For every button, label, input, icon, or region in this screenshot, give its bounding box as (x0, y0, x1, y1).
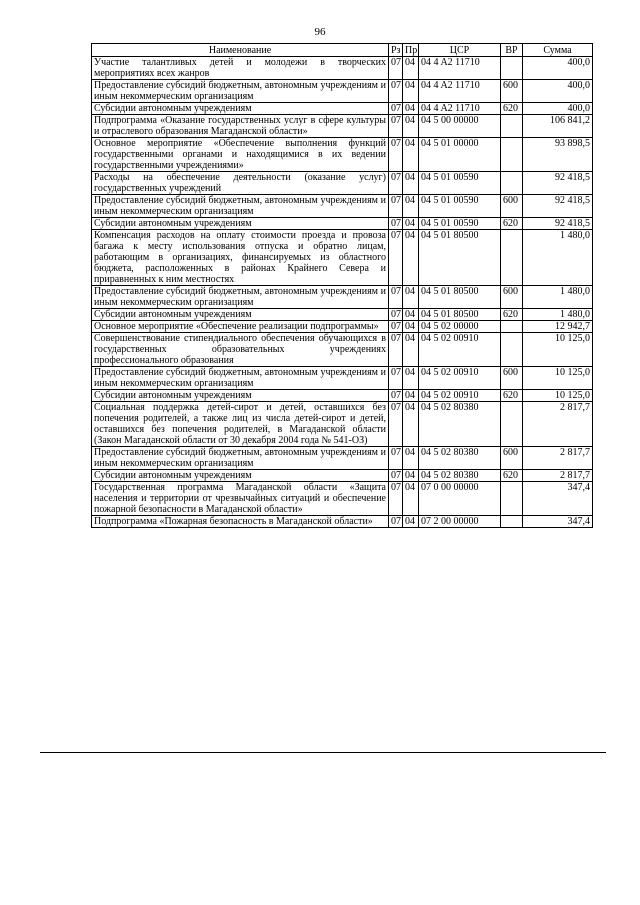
cell-csr: 04 5 01 00590 (419, 172, 501, 195)
cell-pr: 04 (403, 447, 419, 470)
cell-sum: 106 841,2 (523, 115, 593, 138)
cell-sum: 2 817,7 (523, 447, 593, 470)
cell-csr: 04 5 02 00910 (419, 333, 501, 367)
table-row (92, 230, 593, 286)
table-row (92, 286, 593, 309)
cell-csr: 04 5 02 00910 (419, 367, 501, 390)
cell-pr: 04 (403, 367, 419, 390)
table-row (92, 470, 593, 482)
cell-vr: 600 (501, 367, 523, 390)
cell-vr (501, 57, 523, 80)
cell-csr: 04 4 A2 11710 (419, 80, 501, 103)
cell-sum: 92 418,5 (523, 218, 593, 230)
table-body (92, 57, 593, 528)
cell-vr: 620 (501, 309, 523, 321)
cell-sum: 1 480,0 (523, 286, 593, 309)
cell-name: Социальная поддержка детей-сирот и детей, оставшихся без попечения родителей, а также лиц из числа детей-сирот и детей, оставшихся без попечения родителей, в Магаданской области (Закон Магаданской области от 30 декабря 2004 года № 541-ОЗ) (92, 402, 389, 447)
cell-csr: 04 5 01 00590 (419, 218, 501, 230)
table-row (92, 447, 593, 470)
cell-sum: 400,0 (523, 80, 593, 103)
cell-name: Субсидии автономным учреждениям (92, 103, 389, 115)
table-row (92, 333, 593, 367)
cell-name: Субсидии автономным учреждениям (92, 390, 389, 402)
header-rz: Рз (389, 44, 403, 57)
cell-pr: 04 (403, 286, 419, 309)
cell-vr (501, 482, 523, 516)
cell-name: Компенсация расходов на оплату стоимости проезда и провоза багажа к месту использования отпуска и обратно лицам, работающим в организациях, финансируемых из областного бюджета, расположенных в районах Крайнего Севера и приравненных к ним местностях (92, 230, 389, 286)
cell-pr: 04 (403, 138, 419, 172)
cell-vr: 600 (501, 286, 523, 309)
cell-rz: 07 (389, 57, 403, 80)
cell-vr: 620 (501, 390, 523, 402)
cell-rz: 07 (389, 309, 403, 321)
cell-rz: 07 (389, 138, 403, 172)
cell-pr: 04 (403, 218, 419, 230)
table-row (92, 367, 593, 390)
cell-rz: 07 (389, 286, 403, 309)
cell-name: Субсидии автономным учреждениям (92, 218, 389, 230)
table-row (92, 172, 593, 195)
cell-name: Предоставление субсидий бюджетным, автономным учреждениям и иным некоммерческим организациям (92, 447, 389, 470)
cell-csr: 07 2 00 00000 (419, 516, 501, 528)
cell-pr: 04 (403, 309, 419, 321)
table-row (92, 80, 593, 103)
cell-vr (501, 321, 523, 333)
table-row (92, 309, 593, 321)
table-row (92, 195, 593, 218)
cell-sum: 10 125,0 (523, 333, 593, 367)
cell-name: Основное мероприятие «Обеспечение реализации подпрограммы» (92, 321, 389, 333)
cell-rz: 07 (389, 333, 403, 367)
cell-name: Субсидии автономным учреждениям (92, 309, 389, 321)
cell-sum: 93 898,5 (523, 138, 593, 172)
cell-csr: 04 5 02 00910 (419, 390, 501, 402)
cell-name: Совершенствование стипендиального обеспечения обучающихся в государственных образовательных учреждениях профессионального образования (92, 333, 389, 367)
cell-name: Подпрограмма «Пожарная безопасность в Магаданской области» (92, 516, 389, 528)
header-name: Наименование (92, 44, 389, 57)
cell-csr: 07 0 00 00000 (419, 482, 501, 516)
cell-sum: 347,4 (523, 516, 593, 528)
cell-pr: 04 (403, 195, 419, 218)
table-row (92, 57, 593, 80)
cell-pr: 04 (403, 321, 419, 333)
cell-sum: 2 817,7 (523, 470, 593, 482)
table-row (92, 103, 593, 115)
cell-rz: 07 (389, 482, 403, 516)
cell-sum: 1 480,0 (523, 309, 593, 321)
cell-sum: 92 418,5 (523, 195, 593, 218)
cell-csr: 04 5 02 80380 (419, 470, 501, 482)
cell-rz: 07 (389, 447, 403, 470)
cell-sum: 10 125,0 (523, 390, 593, 402)
cell-vr (501, 402, 523, 447)
cell-csr: 04 5 02 80380 (419, 402, 501, 447)
cell-rz: 07 (389, 390, 403, 402)
cell-sum: 2 817,7 (523, 402, 593, 447)
cell-sum: 1 480,0 (523, 230, 593, 286)
cell-name: Предоставление субсидий бюджетным, автономным учреждениям и иным некоммерческим организациям (92, 195, 389, 218)
header-vr: ВР (501, 44, 523, 57)
cell-vr (501, 516, 523, 528)
cell-csr: 04 5 00 00000 (419, 115, 501, 138)
cell-name: Предоставление субсидий бюджетным, автономным учреждениям и иным некоммерческим организациям (92, 367, 389, 390)
cell-rz: 07 (389, 516, 403, 528)
cell-vr (501, 138, 523, 172)
cell-vr (501, 172, 523, 195)
table-row (92, 516, 593, 528)
cell-pr: 04 (403, 516, 419, 528)
cell-csr: 04 5 01 80500 (419, 309, 501, 321)
cell-pr: 04 (403, 103, 419, 115)
cell-pr: 04 (403, 172, 419, 195)
header-sum: Сумма (523, 44, 593, 57)
cell-vr (501, 115, 523, 138)
cell-pr: 04 (403, 390, 419, 402)
cell-pr: 04 (403, 115, 419, 138)
cell-vr: 620 (501, 218, 523, 230)
cell-rz: 07 (389, 103, 403, 115)
cell-pr: 04 (403, 470, 419, 482)
cell-name: Участие талантливых детей и молодежи в творческих мероприятиях всех жанров (92, 57, 389, 80)
header-csr: ЦСР (419, 44, 501, 57)
cell-sum: 400,0 (523, 57, 593, 80)
table-row (92, 115, 593, 138)
cell-name: Основное мероприятие «Обеспечение выполнения функций государственными органами и находящимися в их ведении государственными учреждениями» (92, 138, 389, 172)
cell-rz: 07 (389, 321, 403, 333)
cell-rz: 07 (389, 367, 403, 390)
cell-csr: 04 4 A2 11710 (419, 57, 501, 80)
cell-rz: 07 (389, 230, 403, 286)
cell-csr: 04 5 01 80500 (419, 286, 501, 309)
cell-csr: 04 4 A2 11710 (419, 103, 501, 115)
cell-rz: 07 (389, 195, 403, 218)
cell-pr: 04 (403, 57, 419, 80)
cell-pr: 04 (403, 333, 419, 367)
cell-name: Предоставление субсидий бюджетным, автономным учреждениям и иным некоммерческим организациям (92, 80, 389, 103)
cell-sum: 400,0 (523, 103, 593, 115)
cell-rz: 07 (389, 172, 403, 195)
cell-vr: 600 (501, 195, 523, 218)
cell-name: Субсидии автономным учреждениям (92, 470, 389, 482)
cell-csr: 04 5 01 80500 (419, 230, 501, 286)
cell-name: Государственная программа Магаданской области «Защита населения и территории от чрезвычайных ситуаций и обеспечение пожарной безопасности в Магаданской области» (92, 482, 389, 516)
bottom-divider (40, 752, 606, 753)
cell-csr: 04 5 01 00000 (419, 138, 501, 172)
cell-sum: 12 942,7 (523, 321, 593, 333)
cell-rz: 07 (389, 80, 403, 103)
cell-name: Предоставление субсидий бюджетным, автономным учреждениям и иным некоммерческим организациям (92, 286, 389, 309)
table-header-row (92, 44, 593, 57)
cell-vr (501, 333, 523, 367)
cell-vr: 600 (501, 80, 523, 103)
cell-sum: 92 418,5 (523, 172, 593, 195)
cell-vr: 620 (501, 103, 523, 115)
page-number: 96 (314, 26, 326, 38)
cell-pr: 04 (403, 402, 419, 447)
table-row (92, 402, 593, 447)
cell-rz: 07 (389, 402, 403, 447)
cell-vr: 620 (501, 470, 523, 482)
table-row (92, 390, 593, 402)
table-row (92, 321, 593, 333)
table-row (92, 482, 593, 516)
cell-sum: 10 125,0 (523, 367, 593, 390)
cell-csr: 04 5 01 00590 (419, 195, 501, 218)
cell-pr: 04 (403, 230, 419, 286)
budget-table (91, 43, 593, 528)
cell-csr: 04 5 02 00000 (419, 321, 501, 333)
cell-rz: 07 (389, 115, 403, 138)
cell-vr: 600 (501, 447, 523, 470)
table-row (92, 218, 593, 230)
table-row (92, 138, 593, 172)
cell-pr: 04 (403, 80, 419, 103)
cell-name: Подпрограмма «Оказание государственных услуг в сфере культуры и отраслевого образования Магаданской области» (92, 115, 389, 138)
cell-name: Расходы на обеспечение деятельности (оказание услуг) государственных учреждений (92, 172, 389, 195)
cell-rz: 07 (389, 218, 403, 230)
cell-pr: 04 (403, 482, 419, 516)
cell-sum: 347,4 (523, 482, 593, 516)
header-pr: Пр (403, 44, 419, 57)
cell-rz: 07 (389, 470, 403, 482)
cell-csr: 04 5 02 80380 (419, 447, 501, 470)
cell-vr (501, 230, 523, 286)
